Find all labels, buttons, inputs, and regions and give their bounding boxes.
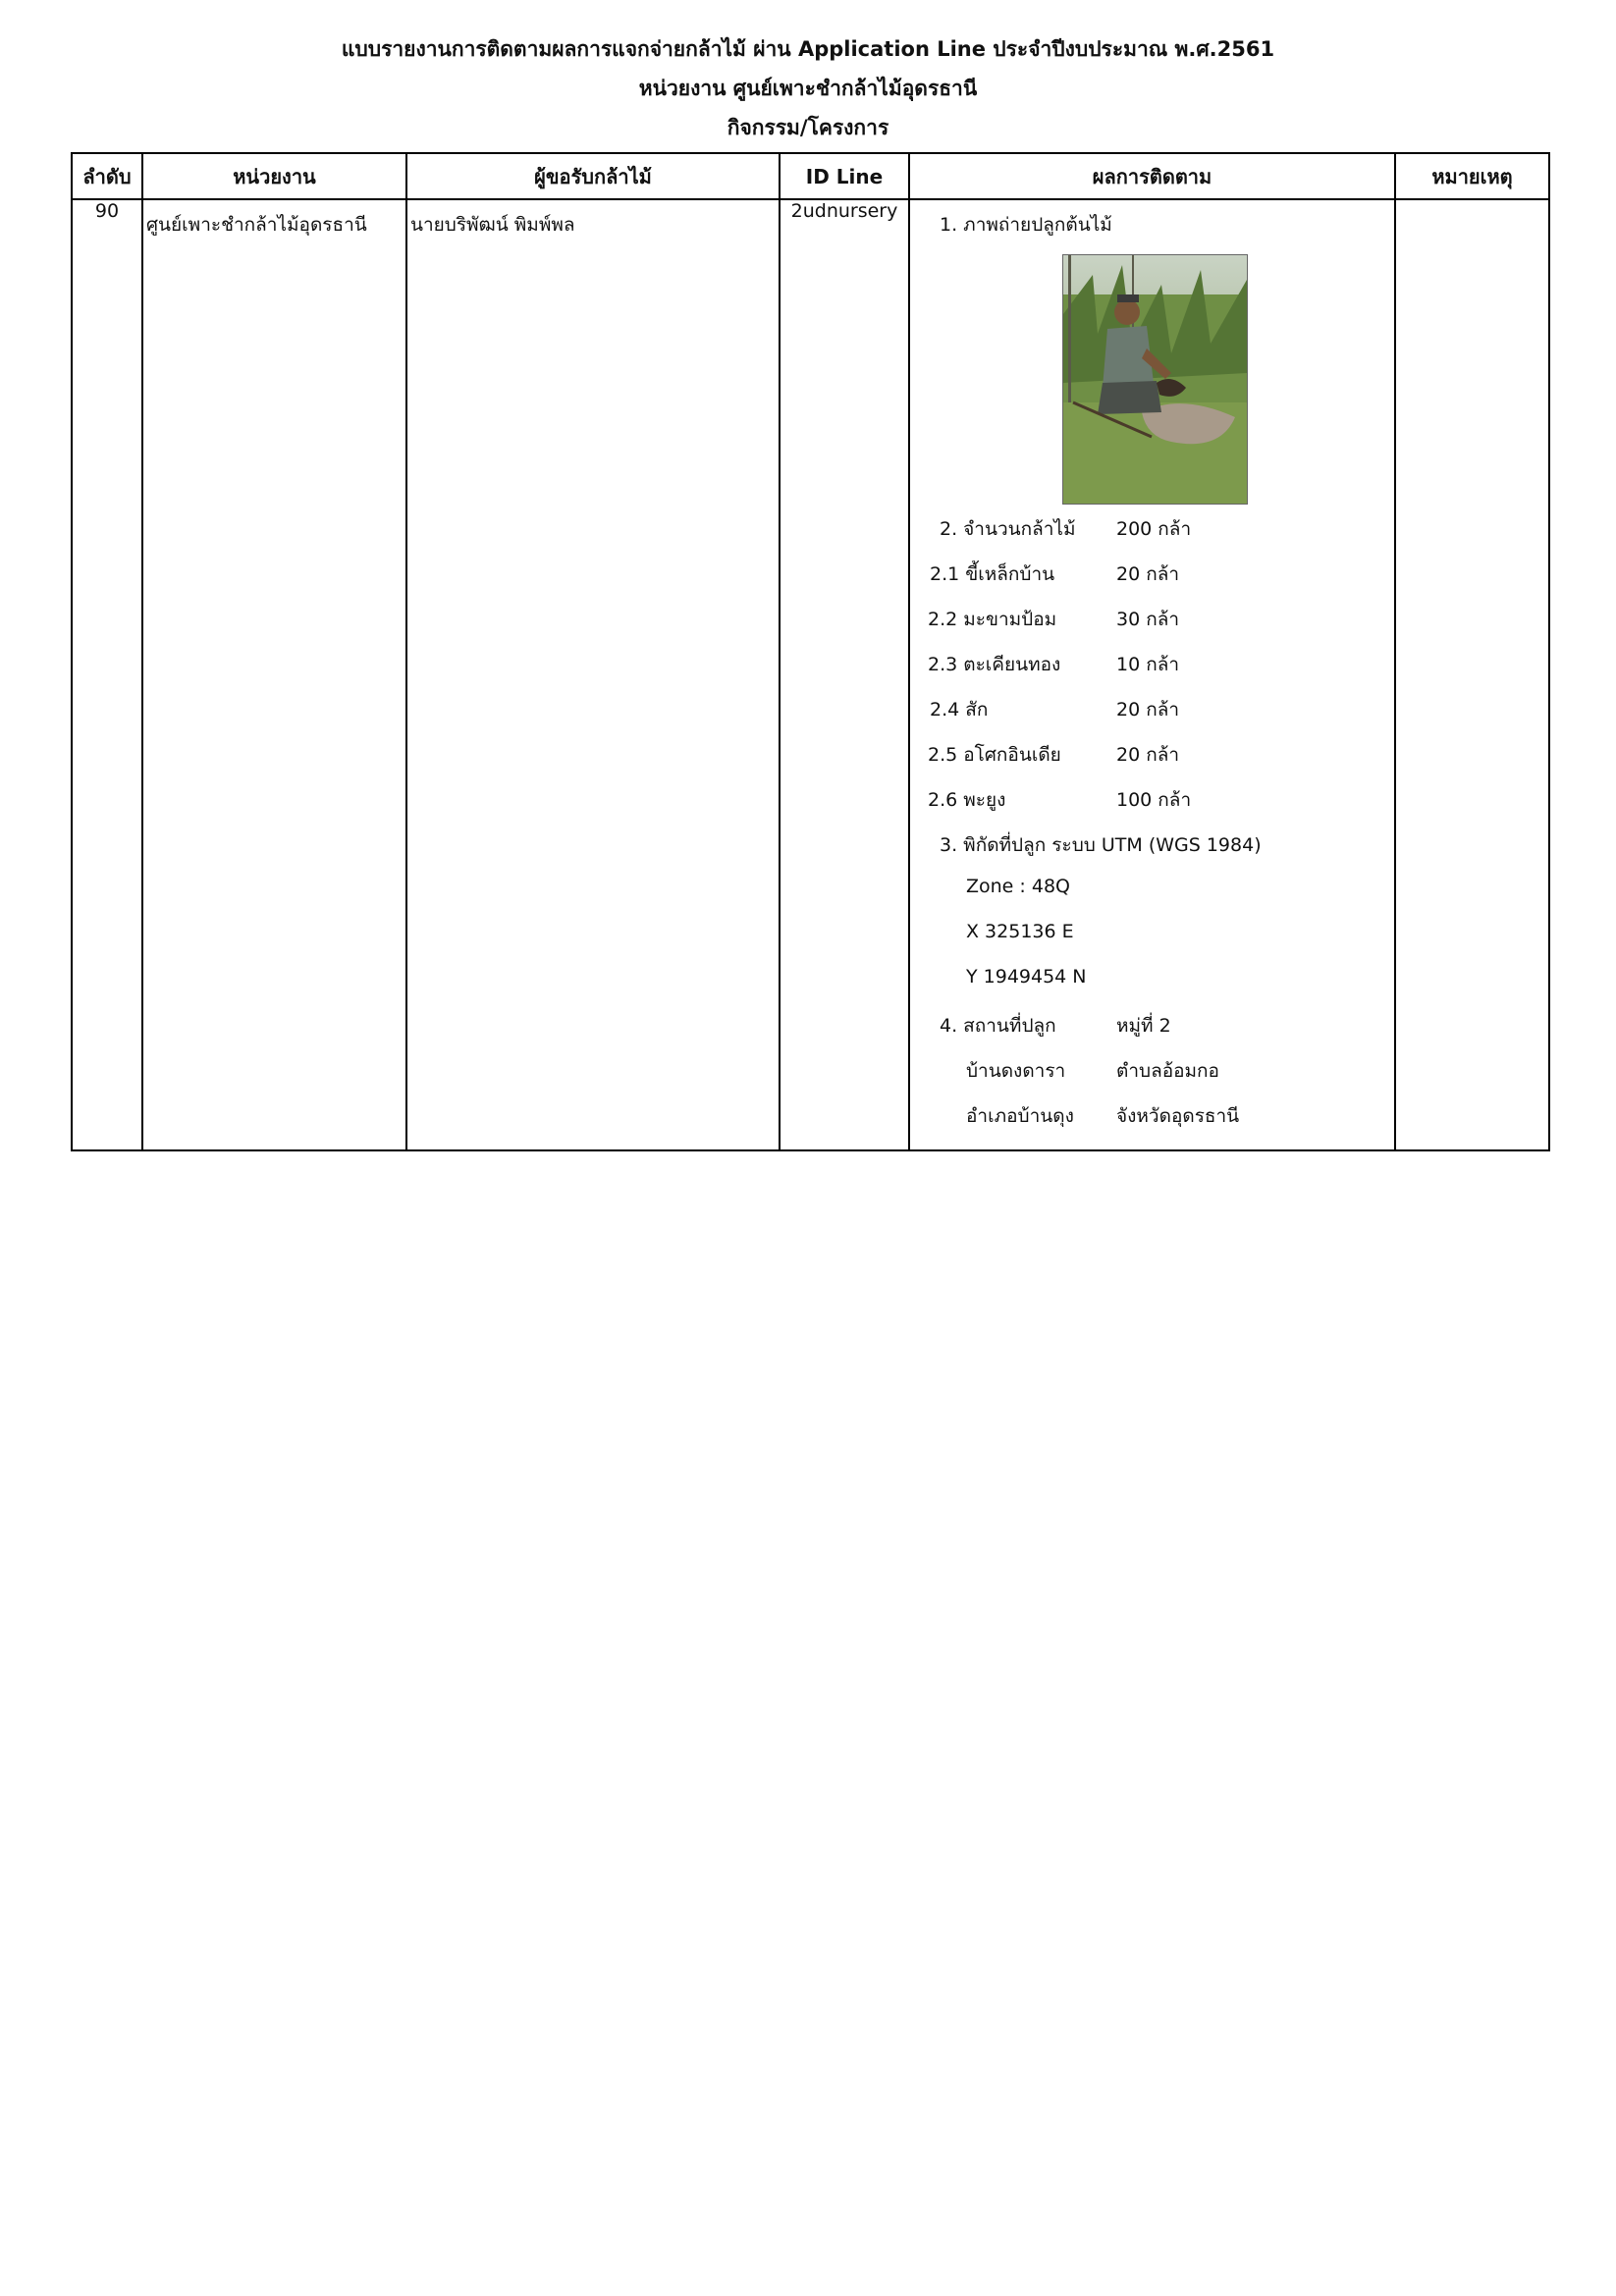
report-activity: กิจกรรม/โครงการ <box>727 116 889 139</box>
seedling-total-value: 200 กล้า <box>1116 518 1192 540</box>
species-label: 2.4 สัก <box>930 699 989 721</box>
report-unit: หน่วยงาน ศูนย์เพาะชำกล้าไม้อุดรธานี <box>638 77 978 100</box>
planting-photo-image <box>1063 255 1247 504</box>
result-block <box>910 200 1394 1149</box>
species-label: 2.3 ตะเคียนทอง <box>928 654 1061 675</box>
report-title: แบบรายงานการติดตามผลการแจกจ่ายกล้าไม้ ผ่าน Application Line ประจำปีงบประมาณ พ.ศ.2561 <box>341 37 1275 61</box>
species-value: 20 กล้า <box>1116 699 1180 721</box>
species-label: 2.5 อโศกอินเดีย <box>928 744 1061 766</box>
species-value: 100 กล้า <box>1116 789 1192 811</box>
row-remark <box>1395 199 1549 1150</box>
table-row <box>72 199 1549 1150</box>
location-moo: หมู่ที่ 2 <box>1116 1015 1171 1037</box>
col-header-id-line: ID Line <box>780 153 909 199</box>
table-header-row <box>72 153 1549 199</box>
location-label: 4. สถานที่ปลูก <box>940 1015 1056 1037</box>
coord-zone: Zone : 48Q <box>966 876 1070 897</box>
coord-x: X 325136 E <box>966 921 1074 942</box>
species-label: 2.6 พะยูง <box>928 789 1006 811</box>
col-header-number: ลำดับ <box>72 153 142 199</box>
location-district: อำเภอบ้านดุง <box>966 1105 1074 1127</box>
col-header-remark: หมายเหตุ <box>1395 153 1549 199</box>
row-recipient: นายบริพัฒน์ พิมพ์พล <box>410 214 575 236</box>
row-number: 90 <box>72 199 142 1150</box>
location-province: จังหวัดอุดรธานี <box>1116 1105 1240 1127</box>
species-value: 30 กล้า <box>1116 609 1180 630</box>
col-header-result: ผลการติดตาม <box>909 153 1395 199</box>
row-agency-cell <box>142 199 406 1150</box>
seedling-total-label: 2. จำนวนกล้าไม้ <box>940 518 1076 540</box>
row-id-line: 2udnursery <box>780 199 909 1150</box>
species-value: 10 กล้า <box>1116 654 1180 675</box>
planting-photo <box>1062 254 1248 505</box>
report-table <box>71 152 1550 1151</box>
location-subdistrict: ตำบลอ้อมกอ <box>1116 1060 1219 1082</box>
species-label: 2.1 ขี้เหล็กบ้าน <box>930 563 1055 585</box>
photo-heading: 1. ภาพถ่ายปลูกต้นไม้ <box>940 214 1112 236</box>
species-value: 20 กล้า <box>1116 563 1180 585</box>
row-agency: ศูนย์เพาะชำกล้าไม้อุดรธานี <box>146 214 367 236</box>
col-header-recipient: ผู้ขอรับกล้าไม้ <box>406 153 780 199</box>
row-recipient-cell <box>406 199 780 1150</box>
species-label: 2.2 มะขามป้อม <box>928 609 1057 630</box>
species-value: 20 กล้า <box>1116 744 1180 766</box>
col-header-agency: หน่วยงาน <box>142 153 406 199</box>
coord-heading: 3. พิกัดที่ปลูก ระบบ UTM (WGS 1984) <box>940 834 1262 856</box>
coord-y: Y 1949454 N <box>966 966 1087 988</box>
row-result-cell <box>909 199 1395 1150</box>
location-village: บ้านดงดารา <box>966 1060 1066 1082</box>
